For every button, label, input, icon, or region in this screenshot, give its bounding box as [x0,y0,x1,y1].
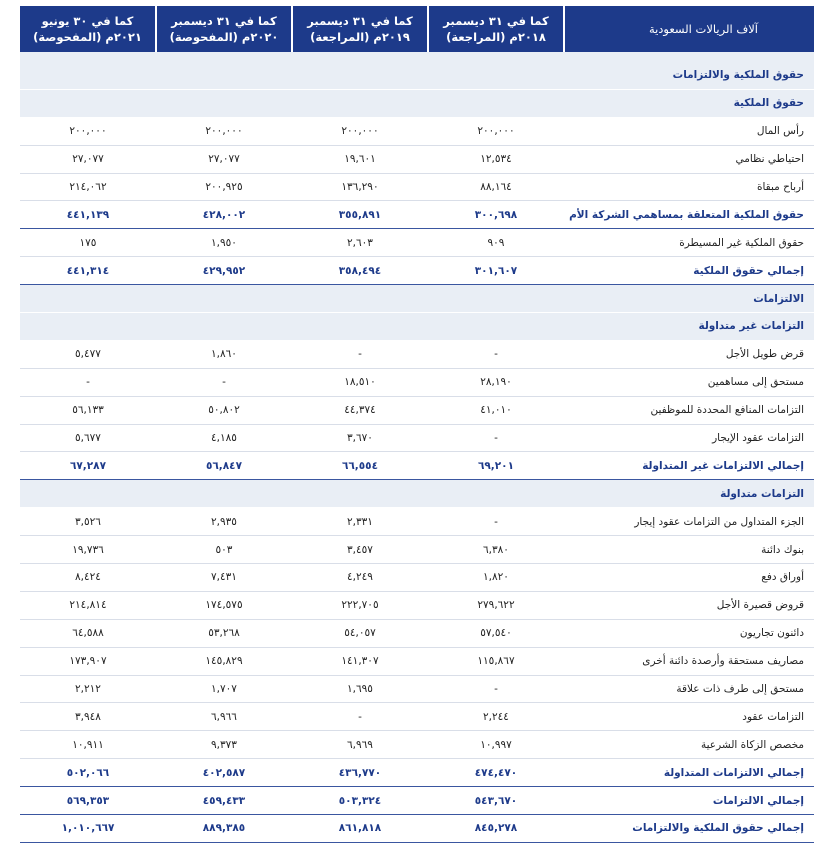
value-2021: ٦٤,٥٨٨ [20,619,156,647]
value-2021: ٢١٤,٠٦٢ [20,173,156,201]
row-label: إجمالي الالتزامات [564,787,814,815]
row-label: إجمالي الالتزامات المتداولة [564,759,814,787]
header-2020: كما في ٣١ ديسمبر ٢٠٢٠م (المفحوصة) [156,6,292,52]
total-row [20,257,814,285]
header-label: آلاف الريالات السعودية [564,6,814,52]
value-2019: ١,٦٩٥ [292,675,428,703]
value-2020: ٢٠٠,٠٠٠ [156,117,292,145]
row-label: قرض طويل الأجل [564,340,814,368]
value-2019: ١٣٦,٢٩٠ [292,173,428,201]
value-2019: ٢٠٠,٠٠٠ [292,117,428,145]
value-2021: ٦٧,٢٨٧ [20,452,156,480]
value-2018: ٢٠٠,٠٠٠ [428,117,564,145]
section-row [20,480,814,508]
value-2020: - [156,368,292,396]
value-2021: - [20,368,156,396]
table-row [20,647,814,675]
section-row [20,313,814,341]
value-2021: ٢,٢١٢ [20,675,156,703]
value-2018: ١١٥,٨٦٧ [428,647,564,675]
value-2020: ٨٨٩,٣٨٥ [156,815,292,843]
table-row [20,508,814,536]
table-row [20,703,814,731]
total-row [20,759,814,787]
value-2019: ٦,٩٦٩ [292,731,428,759]
section-label: التزامات غير متداولة [20,313,814,341]
value-2018: ٤١,٠١٠ [428,396,564,424]
value-2021: ٤٤١,١٣٩ [20,201,156,229]
value-2020: ٢,٩٣٥ [156,508,292,536]
section-label: التزامات متداولة [20,480,814,508]
value-2021: ٥٠٢,٠٦٦ [20,759,156,787]
value-2020: ٤٢٨,٠٠٢ [156,201,292,229]
value-2019: ١٩,٦٠١ [292,145,428,173]
row-label: إجمالي الالتزامات غير المتداولة [564,452,814,480]
table-row [20,340,814,368]
table-row [20,368,814,396]
section-label: الالتزامات [20,285,814,313]
table-row [20,675,814,703]
value-2019: ٣,٦٧٠ [292,424,428,452]
total-row [20,815,814,843]
section-label: حقوق الملكية والالتزامات [20,62,814,89]
row-label: مستحق إلى طرف ذات علاقة [564,675,814,703]
value-2021: ٥٦,١٣٣ [20,396,156,424]
value-2020: ٢٠٠,٩٢٥ [156,173,292,201]
header-2021: كما في ٣٠ يونيو ٢٠٢١م (المفحوصة) [20,6,156,52]
row-label: دائنون تجاريون [564,619,814,647]
total-row [20,201,814,229]
table-row [20,145,814,173]
value-2019: ٢,٦٠٣ [292,229,428,257]
value-2019: ٥٤,٠٥٧ [292,619,428,647]
value-2019: ١٤١,٣٠٧ [292,647,428,675]
value-2020: ٥٦,٨٤٧ [156,452,292,480]
value-2020: ١٤٥,٨٢٩ [156,647,292,675]
value-2018: ١,٨٢٠ [428,564,564,592]
value-2020: ٥٣,٢٦٨ [156,619,292,647]
section-row [20,62,814,89]
value-2018: - [428,508,564,536]
table-row [20,229,814,257]
value-2020: ٤٢٩,٩٥٢ [156,257,292,285]
row-label: أوراق دفع [564,564,814,592]
value-2019: - [292,340,428,368]
value-2020: ٢٧,٠٧٧ [156,145,292,173]
value-2019: ٣٥٨,٤٩٤ [292,257,428,285]
table-row [20,117,814,145]
row-label: إجمالي حقوق الملكية [564,257,814,285]
row-label: بنوك دائنة [564,536,814,564]
value-2021: ٥,٤٧٧ [20,340,156,368]
row-label: رأس المال [564,117,814,145]
row-label: مستحق إلى مساهمين [564,368,814,396]
value-2020: ٤,١٨٥ [156,424,292,452]
value-2021: ١,٠١٠,٦٦٧ [20,815,156,843]
value-2019: ٤٤,٣٧٤ [292,396,428,424]
table-row [20,396,814,424]
balance-sheet [20,6,812,843]
value-2021: ٥٦٩,٣٥٣ [20,787,156,815]
value-2019: ٤٣٦,٧٧٠ [292,759,428,787]
value-2018: ٣٠٠,٦٩٨ [428,201,564,229]
balance-sheet-table [20,6,814,843]
table-row [20,173,814,201]
value-2021: ٣,٩٤٨ [20,703,156,731]
value-2019: ٨٦١,٨١٨ [292,815,428,843]
value-2020: ٧,٤٣١ [156,564,292,592]
row-label: إجمالي حقوق الملكية والالتزامات [564,815,814,843]
value-2018: ٩٠٩ [428,229,564,257]
value-2021: ١٠,٩١١ [20,731,156,759]
value-2018: ٤٧٤,٤٧٠ [428,759,564,787]
table-row [20,619,814,647]
value-2021: ١٩,٧٣٦ [20,536,156,564]
value-2018: - [428,424,564,452]
value-2018: ٨٤٥,٢٧٨ [428,815,564,843]
value-2018: ٦٩,٢٠١ [428,452,564,480]
total-row [20,787,814,815]
value-2019: ٥٠٣,٣٢٤ [292,787,428,815]
value-2020: ١٧٤,٥٧٥ [156,591,292,619]
value-2018: ٢٨,١٩٠ [428,368,564,396]
header-row [20,6,814,52]
value-2020: ١,٨٦٠ [156,340,292,368]
value-2018: ٥٤٣,٦٧٠ [428,787,564,815]
row-label: حقوق الملكية المتعلقة بمساهمي الشركة الأم [564,201,814,229]
row-label: حقوق الملكية غير المسيطرة [564,229,814,257]
table-row [20,424,814,452]
value-2021: ٢٠٠,٠٠٠ [20,117,156,145]
row-label: الجزء المتداول من التزامات عقود إيجار [564,508,814,536]
value-2018: ٥٧,٥٤٠ [428,619,564,647]
table-body [20,52,814,842]
row-label: التزامات عقود [564,703,814,731]
value-2020: ٥٠,٨٠٢ [156,396,292,424]
value-2019: ٢,٣٣١ [292,508,428,536]
value-2021: ٣,٥٢٦ [20,508,156,536]
value-2019: ٦٦,٥٥٤ [292,452,428,480]
value-2019: ٣,٤٥٧ [292,536,428,564]
value-2018: ٨٨,١٦٤ [428,173,564,201]
value-2020: ١,٧٠٧ [156,675,292,703]
value-2018: ١٠,٩٩٧ [428,731,564,759]
section-row [20,285,814,313]
value-2021: ٤٤١,٣١٤ [20,257,156,285]
value-2021: ١٧٥ [20,229,156,257]
value-2019: ١٨,٥١٠ [292,368,428,396]
section-row [20,89,814,117]
table-row [20,731,814,759]
total-row [20,452,814,480]
table-row [20,536,814,564]
value-2021: ٢٧,٠٧٧ [20,145,156,173]
value-2019: ٢٢٢,٧٠٥ [292,591,428,619]
value-2019: ٤,٢٤٩ [292,564,428,592]
value-2021: ٨,٤٢٤ [20,564,156,592]
value-2020: ٥٠٣ [156,536,292,564]
row-label: احتياطي نظامي [564,145,814,173]
row-label: التزامات المنافع المحددة للموظفين [564,396,814,424]
row-label: مخصص الزكاة الشرعية [564,731,814,759]
section-label: حقوق الملكية [20,89,814,117]
row-label: مصاريف مستحقة وأرصدة دائنة أخرى [564,647,814,675]
value-2020: ٤٠٢,٥٨٧ [156,759,292,787]
value-2020: ٤٥٩,٤٣٣ [156,787,292,815]
table-row [20,591,814,619]
value-2019: ٣٥٥,٨٩١ [292,201,428,229]
value-2018: ٦,٣٨٠ [428,536,564,564]
value-2019: - [292,703,428,731]
header-2018: كما في ٣١ ديسمبر ٢٠١٨م (المراجعة) [428,6,564,52]
value-2021: ٢١٤,٨١٤ [20,591,156,619]
value-2020: ١,٩٥٠ [156,229,292,257]
row-label: أرباح مبقاة [564,173,814,201]
value-2018: ٢,٢٤٤ [428,703,564,731]
value-2018: - [428,340,564,368]
value-2018: ١٢,٥٣٤ [428,145,564,173]
value-2020: ٩,٣٧٣ [156,731,292,759]
value-2020: ٦,٩٦٦ [156,703,292,731]
header-spacer [20,52,814,62]
value-2018: ٢٧٩,٦٢٢ [428,591,564,619]
row-label: التزامات عقود الإيجار [564,424,814,452]
value-2021: ١٧٣,٩٠٧ [20,647,156,675]
table-row [20,564,814,592]
value-2018: - [428,675,564,703]
value-2018: ٣٠١,٦٠٧ [428,257,564,285]
row-label: قروض قصيرة الأجل [564,591,814,619]
header-2019: كما في ٣١ ديسمبر ٢٠١٩م (المراجعة) [292,6,428,52]
value-2021: ٥,٦٧٧ [20,424,156,452]
